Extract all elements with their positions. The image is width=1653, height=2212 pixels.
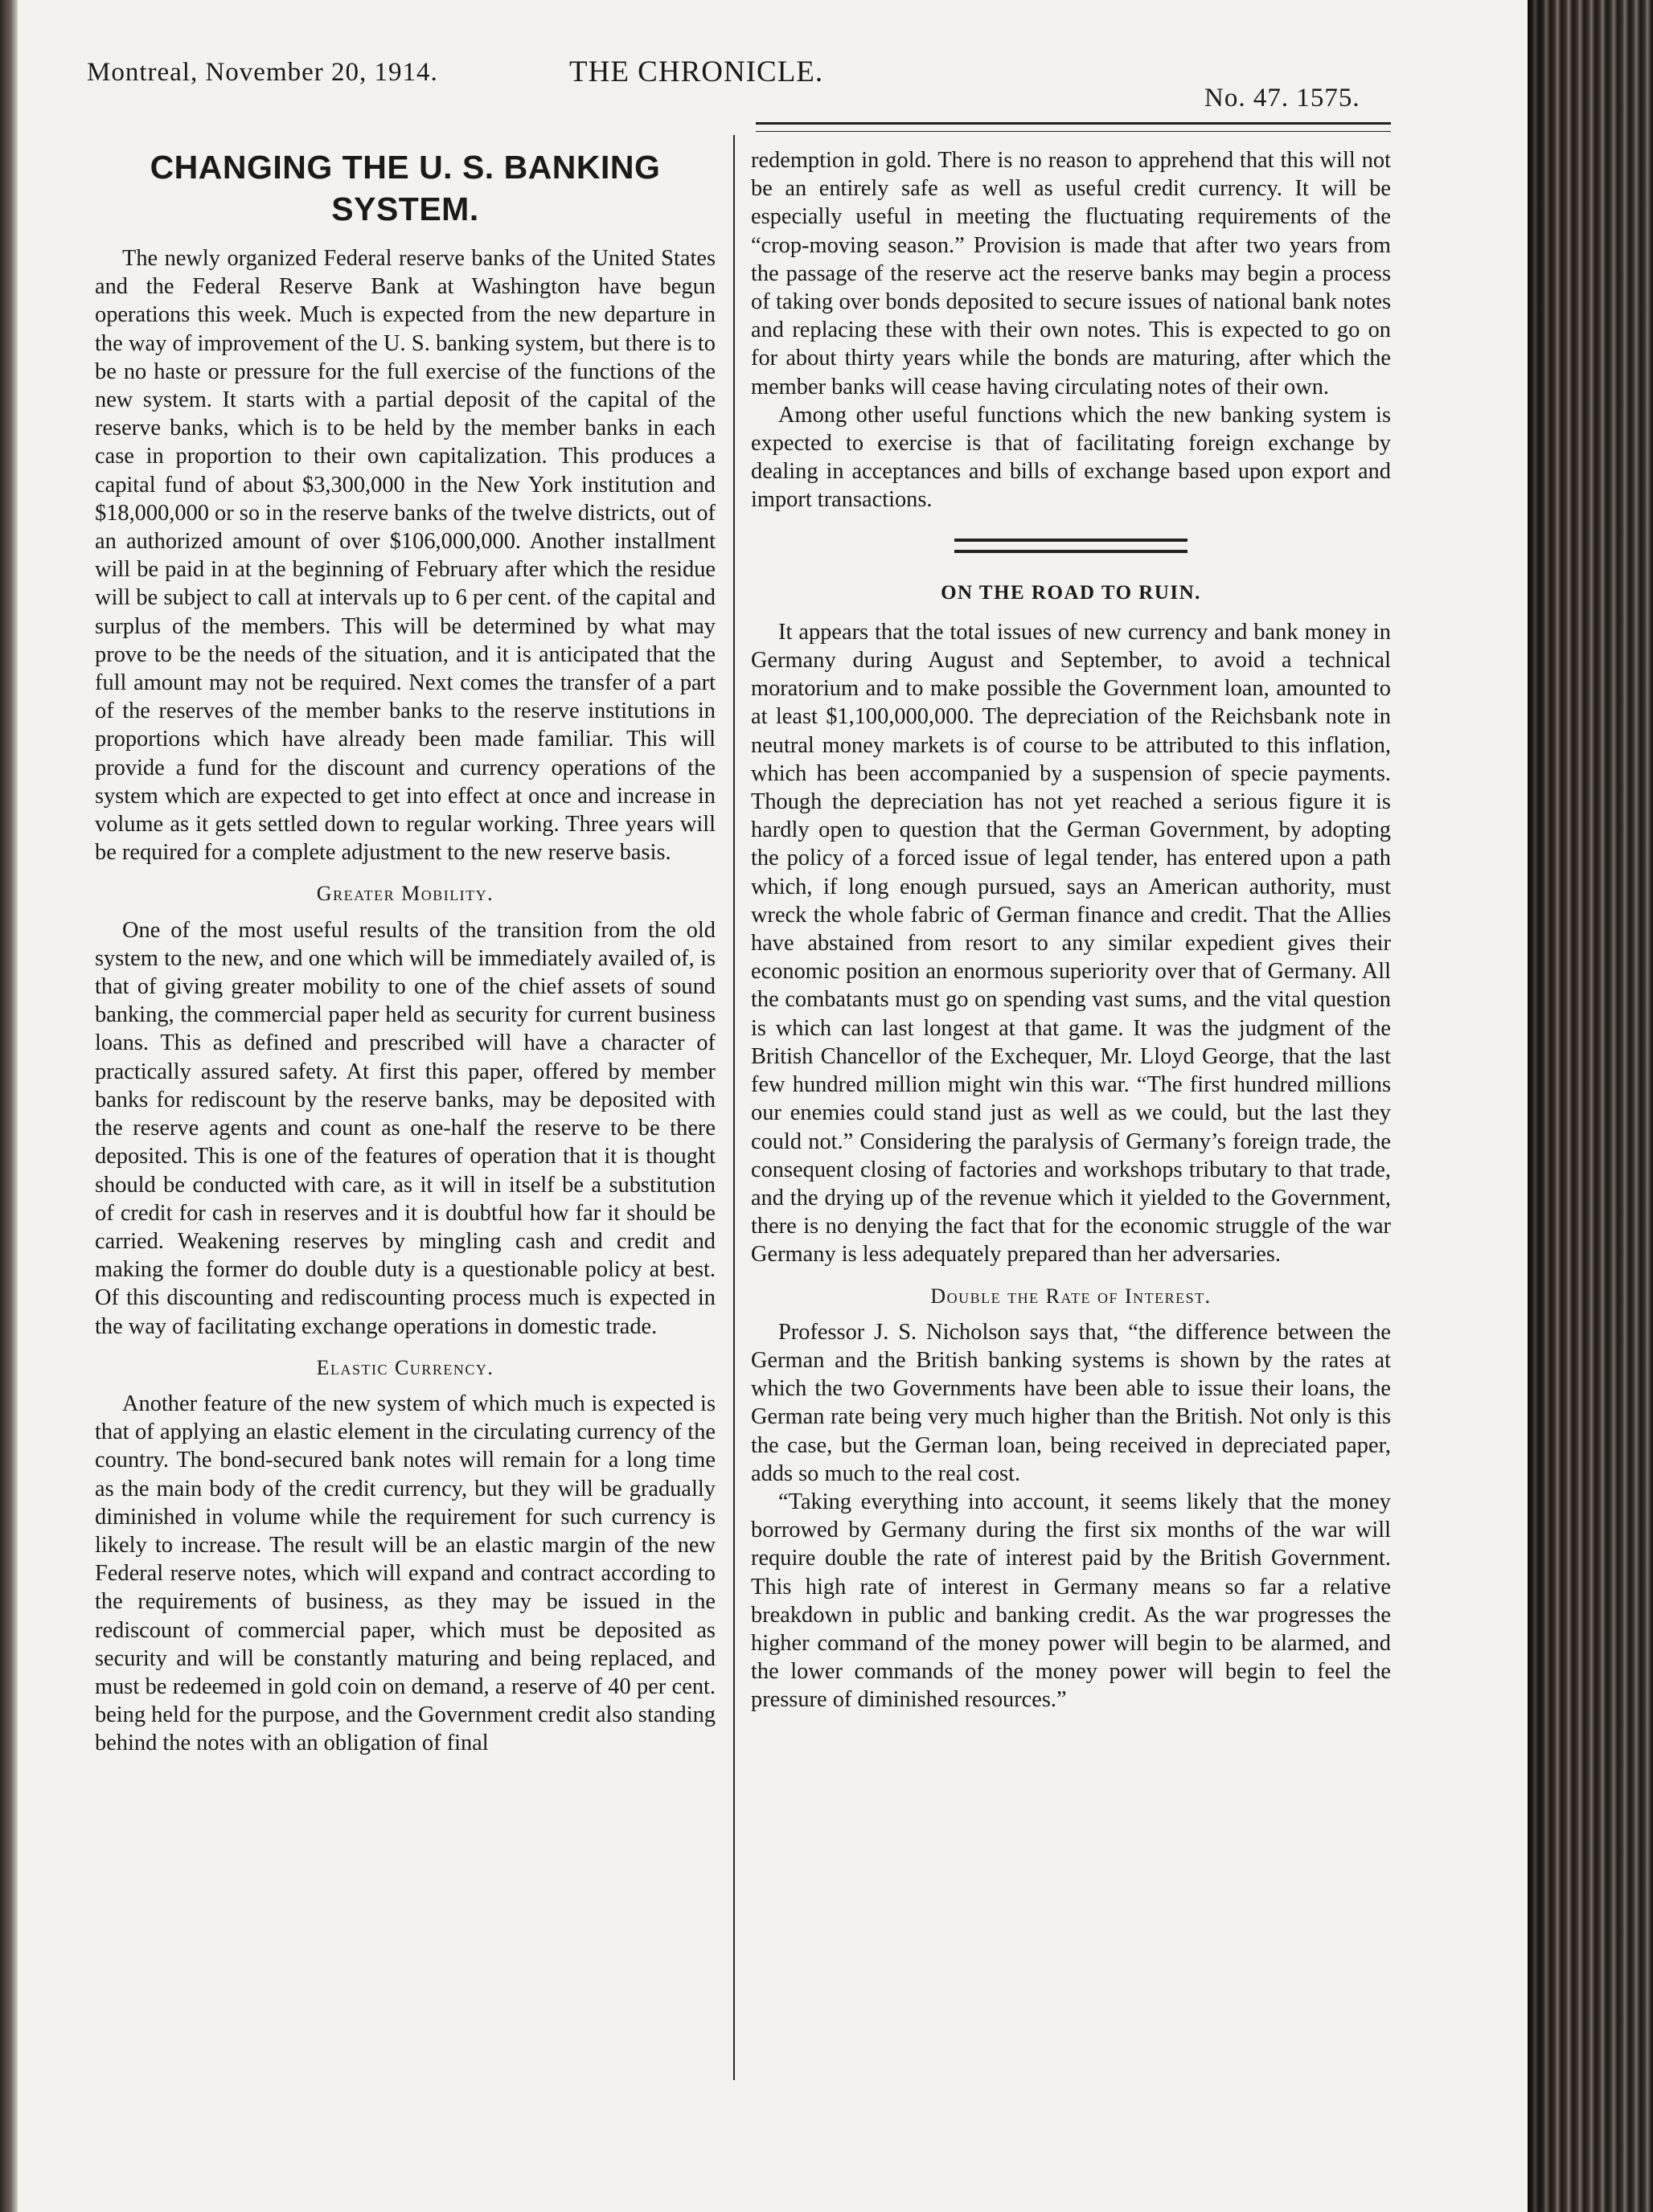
header-dateline: Montreal, November 20, 1914.	[87, 58, 438, 87]
article-paragraph: “Taking everything into account, it seems likely that the money borrowed by Germany during the first six months of the war will require double the rate of interest paid by the British Government. This high rate of interest in Germany means so far a relative breakdown in public and banking credit. As the war progresses the higher command of the money power will begin to be alarmed, and the lower commands of the money power will begin to feel the pressure of diminished resources.”	[751, 1489, 1391, 1713]
page-left-edge	[0, 0, 18, 2212]
article-paragraph: Another feature of the new system of which much is expected is that of applying an elastic element in the circulating currency of the country. The bond-secured bank notes will remain for a long time as the main body of the credit currency, but they will be gradually diminished in volume while the requirement for such currency is likely to increase. The result will be an elastic margin of the new Federal reserve notes, which will expand and contract according to the requirements of business, as they may be issued in the rediscount of commercial paper, which must be deposited as security and will be constantly maturing and being replaced, and must be redeemed in gold coin on demand, a reserve of 40 per cent. being held for the purpose, and the Government credit also standing behind the notes with an obligation of final	[95, 1391, 716, 1756]
article-paragraph: The newly organized Federal reserve banks of the United States and the Federal Reserve Bank at Washington have begun operations this week. Much is expected from the new departure in the way of improvement of the U. S. banking system, but there is to be no haste or pressure for the full exercise of the functions of the new system. It starts with a partial deposit of the capital of the reserve banks, which is to be held by the member banks in each case in proportion to their own capitalization. This produces a capital fund of about $3,300,000 in the New York institution and $18,000,000 or so in the reserve banks of the twelve districts, out of an authorized amount of over $106,000,000. Another installment will be paid in at the beginning of February after which the residue will be subject to call at intervals up to 6 per cent. of the capital and surplus of the members. This will be determined by what may prove to be the needs of the situation, and it is anticipated that the full amount may not be required. Next comes the transfer of a part of the reserves of the member banks to the reserve institutions in proportions which have already been made familiar. This will provide a fund for the discount and currency operations of the system which are expected to get into effect at once and increase in volume as it gets settled down to regular working. Three years will be required for a complete adjustment to the new reserve basis.	[95, 246, 716, 866]
article-paragraph-continued: redemption in gold. There is no reason to apprehend that this will not be an entirely safe as well as useful credit currency. It will be especially useful in meeting the fluctuating requirements of the “crop-moving season.” Provision is made that after two years from the passage of the reserve act the reserve banks may begin a process of taking over bonds deposited to secure issues of national bank notes and replacing these with their own notes. This is expected to go on for about thirty years while the bonds are maturing, after which the member banks will cease having circulating notes of their own.	[751, 148, 1391, 399]
header-publication-title: THE CHRONICLE.	[569, 55, 824, 88]
left-column	[95, 135, 716, 1758]
article-paragraph: Among other useful functions which the new banking system is expected to exercise is that of facilitating foreign exchange by dealing in acceptances and bills of exchange based upon export and import transactions.	[751, 402, 1391, 513]
book-spine-edge	[1528, 0, 1653, 2212]
page-header	[87, 50, 1389, 114]
section-subhead: Greater Mobility.	[316, 882, 494, 906]
article-paragraph: One of the most useful results of the transition from the old system to the new, and one which will be immediately availed of, is that of giving greater mobility to one of the chief assets of sound banking, the commercial paper held as security for current business loans. This as defined and prescribed will have a character of practically assured safety. At first this paper, offered by member banks for rediscount by the reserve banks, may be deposited with the reserve agents and count as one-half the reserve to be there deposited. This is one of the features of operation that it is thought should be conducted with care, as it will in itself be a substitution of credit for cash in reserves and it is doubtful how far it should be carried. Weakening reserves by mingling cash and credit and making the former do double duty is a questionable policy at best. Of this discounting and rediscounting process much is expected in the way of facilitating exchange operations in domestic trade.	[95, 917, 716, 1339]
article-separator-rule	[954, 539, 1187, 553]
header-rule	[756, 122, 1391, 132]
header-issue-page-number: No. 47. 1575.	[1204, 84, 1360, 113]
section-subhead: Double the Rate of Interest.	[930, 1284, 1212, 1308]
column-divider	[733, 135, 735, 2080]
article-paragraph: It appears that the total issues of new currency and bank money in Germany during August and September, to avoid a technical moratorium and to make possible the Government loan, amounted to at least $1,100,000,000. The depreciation of the Reichsbank note in neutral money markets is of course to be attributed to this inflation, which has been accompanied by a suspension of specie payments. Though the depreciation has not yet reached a serious figure it is hardly open to question that the German Government, by adopting the policy of a forced issue of legal tender, has entered upon a path which, if long enough pursued, says an American authority, must wreck the whole fabric of German finance and credit. That the Allies have abstained from resort to any similar expedient gives their economic position an enormous superiority over that of Germany. All the combatants must go on spending vast sums, and the vital question is which can last longest at that game. It was the judgment of the British Chancellor of the Exchequer, Mr. Lloyd George, that the last few hundred million might win this war. “The first hundred millions our enemies could stand just as well as we could, but the last they could not.” Considering the paralysis of Germany’s foreign trade, the consequent closing of factories and workshops tributary to that trade, and the drying up of the revenue which it yielded to the Government, there is no denying the fact that for the economic struggle of the war Germany is less adequately prepared than her adversaries.	[751, 619, 1391, 1268]
article-title: CHANGING THE U. S. BANKING SYSTEM.	[150, 149, 661, 227]
spine-shadow	[1528, 0, 1552, 2212]
article-title: ON THE ROAD TO RUIN.	[941, 581, 1201, 604]
right-column	[751, 135, 1391, 1714]
article-paragraph: Professor J. S. Nicholson says that, “the difference between the German and the British banking systems is shown by the rates at which the two Governments have been able to issue their loans, the German rate being very much higher than the British. Not only is this the case, but the German loan, being received in depreciated paper, adds so much to the real cost.	[751, 1319, 1391, 1486]
section-subhead: Elastic Currency.	[316, 1355, 494, 1379]
